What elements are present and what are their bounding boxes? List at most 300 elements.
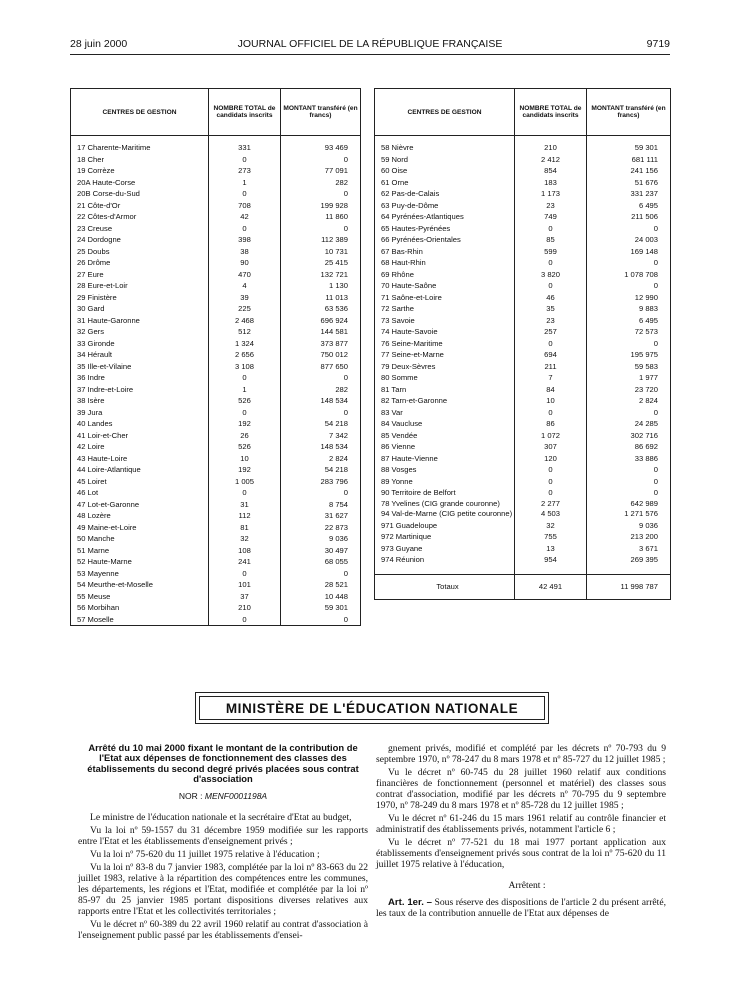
- centre-name: 19 Corrèze: [77, 166, 115, 175]
- candidats-count: 26: [209, 430, 281, 442]
- montant-value: 213 200: [587, 531, 671, 543]
- table-row: [375, 384, 671, 396]
- candidats-count: 0: [209, 223, 281, 235]
- centre-name: 33 Gironde: [77, 338, 115, 348]
- montant-value: 269 395: [587, 554, 671, 566]
- table-row: [71, 533, 361, 545]
- candidats-count: 39: [209, 292, 281, 304]
- nor-label: NOR :: [178, 790, 203, 801]
- montant-value: 0: [281, 614, 361, 626]
- candidats-count: 273: [209, 165, 281, 177]
- centre-name: 41 Loir-et-Cher: [77, 430, 129, 440]
- candidats-count: 35: [515, 303, 587, 315]
- centre-name: 59 Nord: [381, 154, 409, 164]
- candidats-count: 37: [209, 591, 281, 603]
- nor-reference: [78, 791, 368, 802]
- table-row: [375, 188, 671, 200]
- spacer-cell: [587, 566, 671, 575]
- candidats-count: 526: [209, 395, 281, 407]
- candidats-count: 854: [515, 165, 587, 177]
- candidats-count: 2 656: [209, 349, 281, 361]
- montant-value: 23 720: [587, 384, 671, 396]
- candidats-count: 0: [515, 407, 587, 419]
- paragraph: Vu la loi nº 83-8 du 7 janvier 1983, complétée par la loi nº 83-663 du 22 juillet 1983, relative à la répartition des compétences entre les communes, les départements, les régions et l'Etat, modifiée et complétée par la loi nº 85-97 du 25 janvier 1985 portant dispositions diverses relatives aux rapports entre l'Etat et les collectivités territoriales ;: [78, 861, 368, 917]
- paragraph: Le ministre de l'éducation nationale et la secrétaire d'Etat au budget,: [90, 811, 352, 823]
- centre-name: 27 Eure: [77, 269, 104, 279]
- centre-name: 50 Manche: [77, 534, 115, 543]
- montant-value: 0: [587, 223, 671, 235]
- table-row: [375, 430, 671, 442]
- table-row: [71, 188, 361, 200]
- montant-value: 2 824: [587, 395, 671, 407]
- centre-name: 38 Isère: [77, 396, 105, 405]
- candidats-count: 192: [209, 464, 281, 476]
- montant-value: 59 301: [587, 136, 671, 154]
- table-row: [71, 476, 361, 488]
- candidats-count: 0: [515, 487, 587, 499]
- centre-name: 47 Lot-et-Garonne: [77, 499, 140, 509]
- candidats-count: 3 108: [209, 361, 281, 373]
- candidats-count: 1 005: [209, 476, 281, 488]
- table-row: [375, 338, 671, 350]
- montant-value: 331 237: [587, 188, 671, 200]
- spacer-row: [375, 566, 671, 575]
- table-row: [71, 211, 361, 223]
- centre-name: 60 Oise: [381, 166, 408, 175]
- centre-name: 20A Haute-Corse: [77, 177, 136, 187]
- table-row: [71, 441, 361, 453]
- centre-name: 28 Eure-et-Loir: [77, 281, 128, 290]
- montant-value: 282: [281, 384, 361, 396]
- montant-value: 0: [281, 487, 361, 499]
- header-journal-title: JOURNAL OFFICIEL DE LA RÉPUBLIQUE FRANÇAISE: [237, 38, 503, 50]
- centre-name: 35 Ille-et-Vilaine: [77, 361, 132, 371]
- candidats-count: 10: [209, 453, 281, 465]
- table-row: [71, 602, 361, 614]
- candidats-count: 512: [209, 326, 281, 338]
- candidats-count: 307: [515, 441, 587, 453]
- spacer-cell: [515, 566, 587, 575]
- left-table: [70, 88, 361, 626]
- centre-name: 17 Charente-Maritime: [77, 143, 151, 152]
- table-row: [375, 165, 671, 177]
- table-row: [71, 372, 361, 384]
- montant-value: 3 671: [587, 543, 671, 555]
- ministere-title: MINISTÈRE DE L'ÉDUCATION NATIONALE: [199, 696, 545, 720]
- centre-name: 68 Haut-Rhin: [381, 258, 426, 267]
- header-nombre: NOMBRE TOTAL de candidats inscrits: [209, 89, 281, 136]
- montant-value: 24 285: [587, 418, 671, 430]
- candidats-count: 954: [515, 554, 587, 566]
- header-centre: CENTRES DE GESTION: [375, 89, 515, 136]
- table-row: [71, 200, 361, 212]
- montant-value: 28 521: [281, 579, 361, 591]
- centre-name: 86 Vienne: [381, 442, 416, 451]
- montant-value: 86 692: [587, 441, 671, 453]
- table-row: [375, 395, 671, 407]
- centre-name: 974 Réunion: [381, 555, 425, 564]
- montant-value: 1 078 708: [587, 269, 671, 281]
- montant-value: 0: [281, 188, 361, 200]
- montant-value: 132 721: [281, 269, 361, 281]
- candidats-count: 2 468: [209, 315, 281, 327]
- candidats-count: 4 503: [515, 509, 587, 520]
- table-row: [71, 234, 361, 246]
- montant-value: 11 013: [281, 292, 361, 304]
- centre-name: 77 Seine-et-Marne: [381, 350, 444, 359]
- candidats-count: 210: [515, 136, 587, 154]
- montant-value: 68 055: [281, 556, 361, 568]
- centre-name: 71 Saône-et-Loire: [381, 292, 442, 302]
- table-row: [71, 269, 361, 281]
- table-row: [375, 531, 671, 543]
- header-montant: MONTANT transféré (en francs): [587, 89, 671, 136]
- table-row: [71, 510, 361, 522]
- table-row: [375, 487, 671, 499]
- table-row: [71, 568, 361, 580]
- candidats-count: 23: [515, 200, 587, 212]
- centre-name: 972 Martinique: [381, 532, 432, 541]
- centre-name: 971 Guadeloupe: [381, 520, 438, 530]
- montant-value: 59 583: [587, 361, 671, 373]
- centre-name: 973 Guyane: [381, 543, 423, 553]
- candidats-count: 10: [515, 395, 587, 407]
- centre-name: 61 Orne: [381, 177, 409, 187]
- candidats-count: 85: [515, 234, 587, 246]
- centre-name: 72 Sarthe: [381, 304, 414, 313]
- table-row: [71, 257, 361, 269]
- table-row: [375, 372, 671, 384]
- centre-name: 85 Vendée: [381, 430, 418, 440]
- page-header: [70, 38, 670, 52]
- montant-value: 0: [587, 257, 671, 269]
- candidats-count: 4: [209, 280, 281, 292]
- left-table-body: [71, 136, 361, 626]
- table-row: [375, 543, 671, 555]
- header-page-number: 9719: [646, 38, 670, 50]
- candidats-count: 84: [515, 384, 587, 396]
- candidats-count: 211: [515, 361, 587, 373]
- candidats-count: 2 412: [515, 154, 587, 166]
- candidats-count: 42: [209, 211, 281, 223]
- centre-name: 30 Gard: [77, 304, 105, 313]
- candidats-count: 13: [515, 543, 587, 555]
- montant-value: 0: [587, 487, 671, 499]
- table-row: [375, 509, 671, 520]
- candidats-count: 7: [515, 372, 587, 384]
- table-row: [71, 556, 361, 568]
- table-row: [71, 499, 361, 511]
- table-row: [71, 338, 361, 350]
- centre-name: 46 Lot: [77, 488, 99, 497]
- centre-name: 89 Yonne: [381, 476, 413, 486]
- montant-value: 0: [281, 223, 361, 235]
- centre-name: 31 Haute-Garonne: [77, 315, 140, 325]
- table-row: [71, 464, 361, 476]
- spacer-cell: [375, 566, 515, 575]
- left-paragraphs: [78, 812, 368, 941]
- candidats-count: 0: [515, 280, 587, 292]
- candidats-count: 0: [209, 154, 281, 166]
- header-nombre: NOMBRE TOTAL de candidats inscrits: [515, 89, 587, 136]
- table-row: [375, 223, 671, 235]
- montant-value: 696 924: [281, 315, 361, 327]
- paragraph: Vu la loi nº 59-1557 du 31 décembre 1959 modifiée sur les rapports entre l'Etat et les établissements d'enseignement privés ;: [78, 824, 368, 847]
- montant-value: 302 716: [587, 430, 671, 442]
- candidats-count: 0: [209, 188, 281, 200]
- article-1: [376, 897, 666, 919]
- candidats-count: 32: [515, 520, 587, 532]
- candidats-count: 599: [515, 246, 587, 258]
- montant-value: 2 824: [281, 453, 361, 465]
- centre-name: 62 Pas-de-Calais: [381, 189, 440, 198]
- table-row: [71, 430, 361, 442]
- montant-value: 283 796: [281, 476, 361, 488]
- montant-value: 144 581: [281, 326, 361, 338]
- centre-name: 56 Morbihan: [77, 603, 120, 612]
- montant-value: 0: [281, 568, 361, 580]
- candidats-count: 2 277: [515, 499, 587, 510]
- candidats-count: 0: [515, 476, 587, 488]
- montant-value: 241 156: [587, 165, 671, 177]
- candidats-count: 0: [209, 614, 281, 626]
- table-row: [71, 579, 361, 591]
- header-centre: CENTRES DE GESTION: [71, 89, 209, 136]
- table-row: [375, 211, 671, 223]
- table-row: [375, 303, 671, 315]
- table-row: [71, 407, 361, 419]
- candidats-count: 708: [209, 200, 281, 212]
- candidats-count: 526: [209, 441, 281, 453]
- centre-name: 43 Haute-Loire: [77, 453, 128, 463]
- candidats-count: 0: [209, 407, 281, 419]
- centre-name: 76 Seine-Maritime: [381, 338, 443, 348]
- table-row: [71, 326, 361, 338]
- centre-name: 48 Lozère: [77, 511, 111, 520]
- montant-value: 25 415: [281, 257, 361, 269]
- table-row: [71, 154, 361, 166]
- table-row: [375, 326, 671, 338]
- candidats-count: 694: [515, 349, 587, 361]
- table-row: [71, 453, 361, 465]
- centre-name: 64 Pyrénées-Atlantiques: [381, 212, 464, 221]
- table-row: [71, 591, 361, 603]
- montant-value: 24 003: [587, 234, 671, 246]
- table-row: [375, 520, 671, 532]
- centre-name: 49 Maine-et-Loire: [77, 522, 137, 532]
- candidats-count: 1: [209, 384, 281, 396]
- candidats-count: 32: [209, 533, 281, 545]
- montant-value: 9 883: [587, 303, 671, 315]
- candidats-count: 257: [515, 326, 587, 338]
- paragraph: Vu le décret nº 61-246 du 15 mars 1961 relatif au contrôle financier et administratif des établissements privés, notamment l'article 6 ;: [376, 813, 666, 835]
- candidats-count: 1 324: [209, 338, 281, 350]
- centre-name: 25 Doubs: [77, 246, 110, 256]
- table-row: [71, 165, 361, 177]
- candidats-count: 225: [209, 303, 281, 315]
- table-row: [71, 303, 361, 315]
- montant-value: 0: [281, 407, 361, 419]
- paragraph: Vu le décret nº 60-745 du 28 juillet 1960 relatif aux conditions financières de fonctionnement (personnel et matériel) des classes sous contrat d'association, modifié par les décrets nº 70-795 du 9 septembre 1970, nº 78-249 du 8 mars 1978 et nº 85-728 du 12 juillet 1985 ;: [376, 767, 666, 811]
- table-row: [71, 545, 361, 557]
- montant-value: 199 928: [281, 200, 361, 212]
- montant-value: 8 754: [281, 499, 361, 511]
- montant-value: 112 389: [281, 234, 361, 246]
- centre-name: 58 Nièvre: [381, 143, 414, 152]
- centre-name: 22 Côtes-d'Armor: [77, 212, 137, 221]
- table-row: [375, 554, 671, 566]
- candidats-count: 398: [209, 234, 281, 246]
- arrete-title: Arrêté du 10 mai 2000 fixant le montant de la contribution de l'Etat aux dépenses de fonctionnement des classes des établissements du second degré privés placées sous contrat d'association: [87, 742, 359, 785]
- table-row: [375, 441, 671, 453]
- candidats-count: 90: [209, 257, 281, 269]
- table-row: [71, 395, 361, 407]
- table-row: [375, 257, 671, 269]
- centre-name: 36 Indre: [77, 373, 105, 382]
- montant-value: 195 975: [587, 349, 671, 361]
- table-row: [375, 361, 671, 373]
- centre-name: 53 Mayenne: [77, 568, 119, 578]
- arretent: Arrêtent :: [508, 880, 546, 891]
- paragraph: Vu la loi nº 75-620 du 11 juillet 1975 relative à l'éducation ;: [90, 848, 320, 860]
- centre-name: 88 Vosges: [381, 465, 417, 474]
- montant-value: 9 036: [587, 520, 671, 532]
- centre-name: 70 Haute-Saône: [381, 281, 437, 290]
- candidats-count: 755: [515, 531, 587, 543]
- montant-value: 877 650: [281, 361, 361, 373]
- candidats-count: 331: [209, 136, 281, 154]
- table-row: [375, 280, 671, 292]
- centre-name: 81 Tarn: [381, 384, 407, 394]
- centre-name: 18 Cher: [77, 154, 105, 164]
- montant-value: 750 012: [281, 349, 361, 361]
- candidats-count: 120: [515, 453, 587, 465]
- montant-value: 22 873: [281, 522, 361, 534]
- candidats-count: 0: [209, 372, 281, 384]
- table-row: [71, 177, 361, 189]
- centre-name: 37 Indre-et-Loire: [77, 384, 134, 394]
- candidats-count: 183: [515, 177, 587, 189]
- montant-value: 0: [587, 338, 671, 350]
- montant-value: 54 218: [281, 464, 361, 476]
- centre-name: 66 Pyrénées-Orientales: [381, 235, 461, 244]
- montant-value: 0: [587, 407, 671, 419]
- centre-name: 24 Dordogne: [77, 235, 121, 244]
- montant-value: 51 676: [587, 177, 671, 189]
- centre-name: 44 Loire-Atlantique: [77, 465, 141, 474]
- centre-name: 90 Territoire de Belfort: [381, 488, 456, 497]
- candidats-count: 470: [209, 269, 281, 281]
- candidats-count: 23: [515, 315, 587, 327]
- table-row: [71, 614, 361, 626]
- table-row: [375, 464, 671, 476]
- ministere-banner: [195, 692, 549, 724]
- centre-name: 84 Vaucluse: [381, 419, 423, 428]
- montant-value: 148 534: [281, 441, 361, 453]
- montant-value: 6 495: [587, 315, 671, 327]
- table-row: [375, 154, 671, 166]
- table-row: [71, 246, 361, 258]
- centre-name: 21 Côte-d'Or: [77, 200, 121, 210]
- right-table-body: [375, 136, 671, 600]
- montant-value: 642 989: [587, 499, 671, 510]
- centre-name: 79 Deux-Sèvres: [381, 361, 436, 371]
- centre-name: 52 Haute-Marne: [77, 557, 132, 566]
- candidats-count: 0: [209, 568, 281, 580]
- candidats-count: 31: [209, 499, 281, 511]
- header-rule: [70, 54, 670, 55]
- candidats-count: 1 072: [515, 430, 587, 442]
- montant-value: 681 111: [587, 154, 671, 166]
- montant-value: 33 886: [587, 453, 671, 465]
- centre-name: 63 Puy-de-Dôme: [381, 200, 439, 210]
- montant-value: 169 148: [587, 246, 671, 258]
- table-row: [375, 136, 671, 154]
- montant-value: 0: [587, 476, 671, 488]
- table-row: [71, 349, 361, 361]
- centre-name: 83 Var: [381, 407, 403, 417]
- text-column-left: [78, 743, 368, 943]
- paragraph: Vu le décret nº 60-389 du 22 avril 1960 relatif au contrat d'association à l'enseignement public passé par les établissements d'ensei-: [78, 918, 368, 941]
- candidats-count: 108: [209, 545, 281, 557]
- table-row: [375, 200, 671, 212]
- centre-name: 54 Meurthe-et-Moselle: [77, 580, 153, 589]
- centre-name: 20B Corse-du-Sud: [77, 189, 140, 198]
- candidats-count: 0: [515, 257, 587, 269]
- montant-value: 282: [281, 177, 361, 189]
- candidats-count: 3 820: [515, 269, 587, 281]
- candidats-count: 86: [515, 418, 587, 430]
- montant-value: 9 036: [281, 533, 361, 545]
- centre-name: 69 Rhône: [381, 269, 414, 279]
- montant-value: 1 130: [281, 280, 361, 292]
- table-row: [71, 136, 361, 154]
- candidats-count: 0: [515, 223, 587, 235]
- table-row: [375, 453, 671, 465]
- montant-value: 10 448: [281, 591, 361, 603]
- table-row: [71, 418, 361, 430]
- text-column-right: [376, 743, 666, 921]
- centre-name: 82 Tarn-et-Garonne: [381, 396, 448, 405]
- centre-name: 94 Val-de-Marne (CIG petite couronne): [381, 509, 513, 518]
- montant-value: 0: [587, 280, 671, 292]
- candidats-count: 112: [209, 510, 281, 522]
- totals-label: Totaux: [375, 574, 515, 599]
- paragraph: Vu le décret nº 77-521 du 18 mai 1977 portant application aux établissements d'enseignement privés sous contrat de la loi nº 75-620 du 11 juillet 1975 relative à l'éducation,: [376, 837, 666, 870]
- candidats-count: 210: [209, 602, 281, 614]
- centre-name: 74 Haute-Savoie: [381, 327, 438, 336]
- centre-name: 45 Loiret: [77, 476, 107, 486]
- montant-value: 211 506: [587, 211, 671, 223]
- centre-name: 42 Loire: [77, 442, 105, 451]
- table-row: [71, 292, 361, 304]
- table-row: [375, 234, 671, 246]
- table-row: [375, 349, 671, 361]
- candidats-count: 749: [515, 211, 587, 223]
- table-row: [375, 292, 671, 304]
- montant-value: 1 271 576: [587, 509, 671, 520]
- table-row: [375, 269, 671, 281]
- header-date: 28 juin 2000: [70, 38, 128, 50]
- nor-code: MENF0001198A: [204, 790, 268, 801]
- header-montant: MONTANT transféré (en francs): [281, 89, 361, 136]
- candidats-count: 192: [209, 418, 281, 430]
- montant-value: 77 091: [281, 165, 361, 177]
- centre-name: 39 Jura: [77, 407, 103, 417]
- candidats-count: 38: [209, 246, 281, 258]
- centre-name: 78 Yvelines (CIG grande couronne): [381, 498, 500, 508]
- montant-value: 148 534: [281, 395, 361, 407]
